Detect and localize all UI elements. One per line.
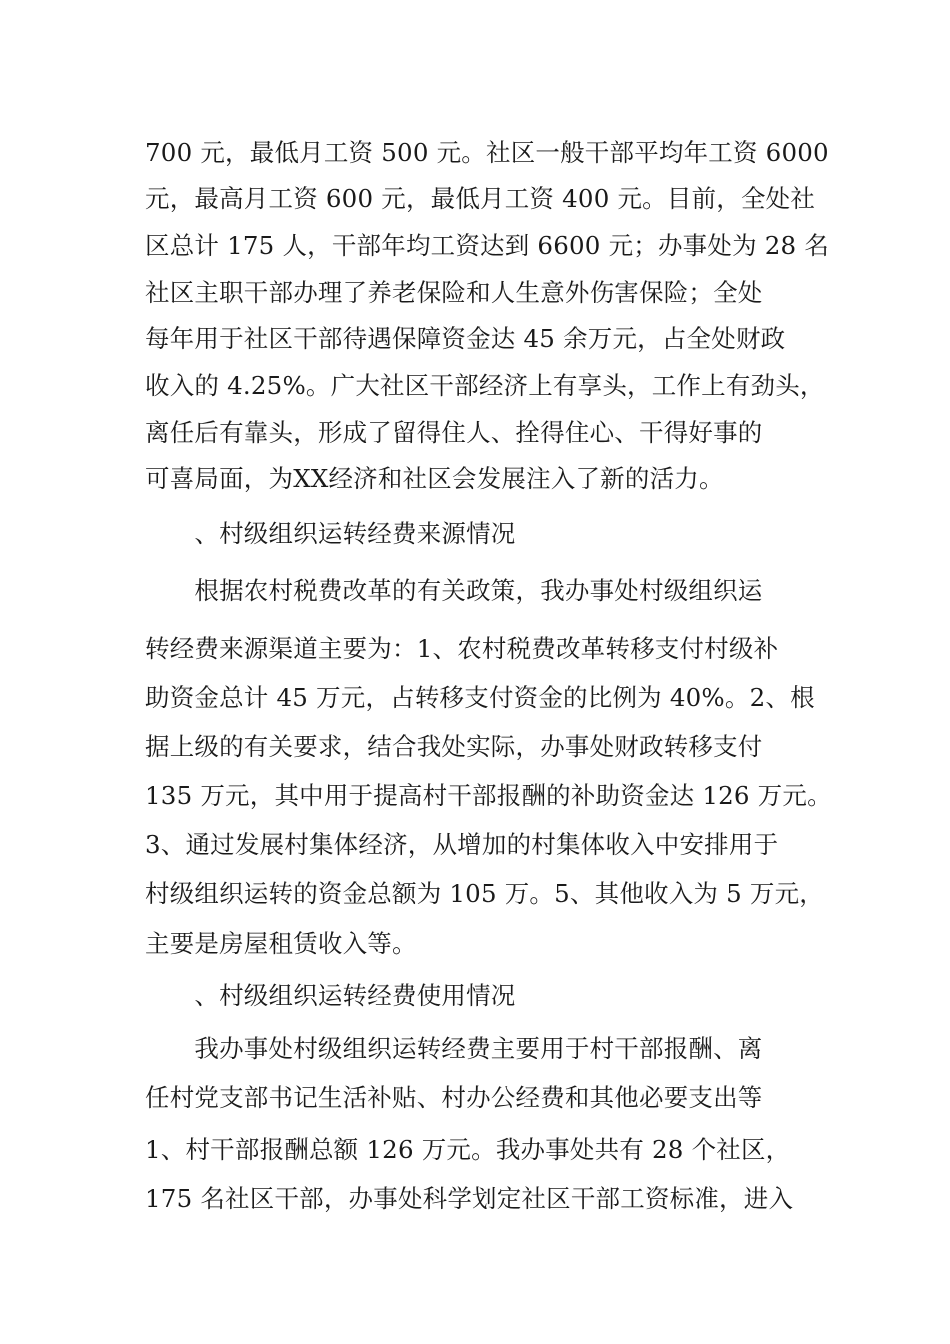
text-line: 离任后有靠头，形成了留得住人、拴得住心、干得好事的 [145, 418, 763, 447]
text-line: 据上级的有关要求，结合我处实际，办事处财政转移支付 [145, 732, 763, 761]
text-line: 700 元，最低月工资 500 元。社区一般干部平均年工资 6000 [145, 138, 829, 167]
text-line: 135 万元，其中用于提高村干部报酬的补助资金达 126 万元。 [145, 781, 832, 810]
text-line: 区总计 175 人，干部年均工资达到 6600 元；办事处为 28 名 [145, 231, 830, 260]
text-line: 1、村干部报酬总额 126 万元。我办事处共有 28 个社区， [145, 1135, 791, 1164]
text-line: 社区主职干部办理了养老保险和人生意外伤害保险；全处 [145, 278, 763, 307]
text-line: 每年用于社区干部待遇保障资金达 45 余万元，占全处财政 [145, 324, 786, 353]
section-heading: 、村级组织运转经费来源情况 [145, 519, 516, 548]
text-line: 根据农村税费改革的有关政策，我办事处村级组织运 [145, 576, 763, 605]
text-line: 助资金总计 45 万元，占转移支付资金的比例为 40%。2、根 [145, 683, 815, 712]
text-line: 175 名社区干部，办事处科学划定社区干部工资标准，进入 [145, 1184, 794, 1213]
text-line: 我办事处村级组织运转经费主要用于村干部报酬、离 [145, 1034, 763, 1063]
text-line: 任村党支部书记生活补贴、村办公经费和其他必要支出等 [145, 1083, 763, 1112]
text-line: 可喜局面，为XX经济和社区会发展注入了新的活力。 [145, 464, 724, 493]
text-line: 主要是房屋租赁收入等。 [145, 929, 417, 958]
text-line: 转经费来源渠道主要为：1、农村税费改革转移支付村级补 [145, 634, 779, 663]
text-line: 收入的 4.25%。广大社区干部经济上有享头，工作上有劲头， [145, 371, 825, 400]
text-line: 元，最高月工资 600 元，最低月工资 400 元。目前，全处社 [145, 184, 816, 213]
text-line: 3、通过发展村集体经济，从增加的村集体收入中安排用于 [145, 830, 779, 859]
text-line: 村级组织运转的资金总额为 105 万。5、其他收入为 5 万元， [145, 879, 824, 908]
section-heading: 、村级组织运转经费使用情况 [145, 981, 516, 1010]
